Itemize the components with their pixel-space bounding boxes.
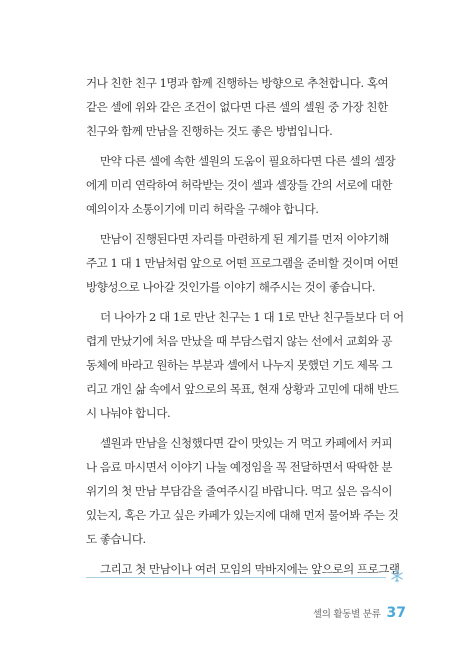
text-line: 그리고 첫 만남이나 여러 모임의 막바지에는 앞으로의 프로그램 [100, 562, 400, 576]
text-line: 같은 셀에 위와 같은 조건이 없다면 다른 셀의 셀원 중 가장 친한 [86, 100, 388, 114]
text-line: 방향성으로 나아갈 것인가를 이야기 해주시는 것이 좋습니다. [86, 280, 375, 294]
text-line: 에게 미리 연락하여 허락받는 것이 셀과 셀장들 간의 서로에 대한 [86, 178, 392, 192]
text-line: 만남이 진행된다면 자리를 마련하게 된 계기를 먼저 이야기해 [100, 232, 389, 246]
text-line: 있는지, 혹은 가고 싶은 카페가 있는지에 대해 먼저 물어봐 주는 것 [86, 508, 399, 522]
text-line: 만약 다른 셀에 속한 셀원의 도움이 필요하다면 다른 셀의 셀장 [100, 154, 396, 168]
text-line: 렵게 만났기에 처음 만났을 때 부담스럽지 않는 선에서 교회와 공 [86, 334, 392, 348]
text-line: 셀원과 만남을 신청했다면 같이 맛있는 거 먹고 카페에서 커피 [100, 436, 393, 450]
text-line: 예의이자 소통이기에 미리 허락을 구해야 합니다. [86, 202, 319, 216]
body-text [86, 71, 408, 581]
text-line: 시 나눠야 합니다. [86, 406, 171, 420]
page-number: 37 [386, 605, 406, 621]
text-line: 주고 1 대 1 만남처럼 앞으로 어떤 프로그램을 준비할 것이며 어떤 [86, 256, 399, 270]
footer-rule [86, 577, 386, 578]
text-line: 거나 친한 친구 1명과 함께 진행하는 방향으로 추천합니다. 혹여 [86, 76, 389, 90]
text-line: 더 나아가 2 대 1로 만난 친구는 1 대 1로 만난 친구들보다 더 어 [100, 310, 404, 324]
text-line: 리고 개인 삶 속에서 앞으로의 목표, 현재 상황과 고민에 대해 반드 [86, 382, 399, 396]
page-footer [313, 605, 406, 621]
text-line: 나 음료 마시면서 이야기 나눌 예정임을 꼭 전달하면서 딱딱한 분 [86, 460, 392, 474]
text-line: 동체에 바라고 원하는 부분과 셀에서 나누지 못했던 기도 제목 그 [86, 358, 392, 372]
text-line: 친구와 함께 만남을 진행하는 것도 좋은 방법입니다. [86, 124, 333, 138]
text-line: 도 좋습니다. [86, 532, 146, 546]
text-line: 위기의 첫 만남 부담감을 줄여주시길 바랍니다. 먹고 싶은 음식이 [86, 484, 392, 498]
section-title: 셀의 활동별 분류 [312, 609, 381, 620]
snowflake-icon [390, 569, 404, 583]
